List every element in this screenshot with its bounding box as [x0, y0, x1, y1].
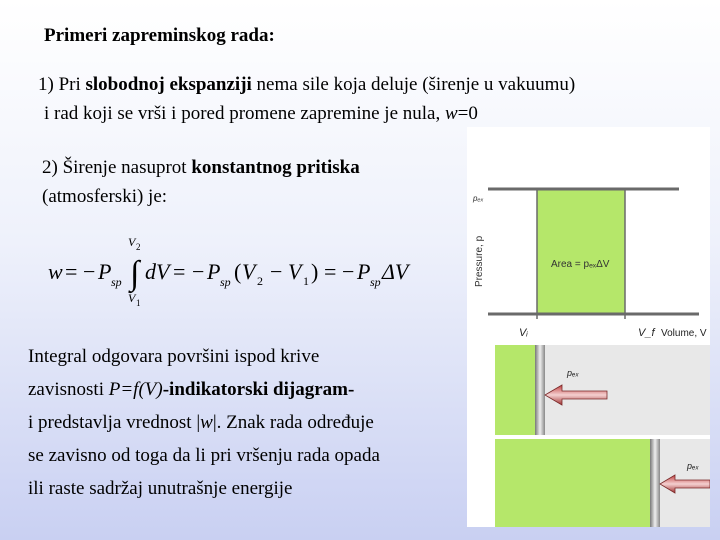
paragraph-3-line-5: ili raste sadržaj unutrašnje energije [28, 478, 293, 499]
eq-delta-V: ΔV [382, 259, 409, 284]
eq-sp-3: sp [370, 275, 381, 289]
axis-pex-label: pₑₓ [473, 194, 484, 203]
piston-head-1 [535, 345, 545, 435]
eq-dV: dV [145, 259, 170, 284]
vf-label: V_f [638, 327, 655, 339]
eq-P-3: P [357, 259, 371, 284]
eq-close-paren: ) [311, 259, 319, 284]
gas-2 [495, 439, 650, 527]
eq-minus-2: − [192, 259, 205, 284]
eq-lower-limit-sub: 1 [136, 298, 141, 308]
piston-head-2 [650, 439, 660, 527]
eq-minus-3: − [270, 259, 283, 284]
vi-label: Vᵢ [519, 327, 528, 339]
paragraph-3-line-4: se zavisno od toga da li pri vršenju rada opada [28, 445, 380, 466]
y-axis-label: Pressure, p [474, 235, 485, 287]
eq-minus: − [83, 259, 96, 284]
eq-equals-3: = [324, 259, 337, 284]
slide-title: Primeri zapreminskog rada: [44, 25, 275, 46]
work-area-rect [537, 189, 625, 314]
eq-V1: V [288, 259, 302, 284]
eq-equals-2: = [173, 259, 186, 284]
paragraph-1-line-2: i rad koji se vrši i pored promene zapremine je nula, w=0 [44, 103, 478, 124]
eq-minus-4: − [342, 259, 355, 284]
work-equation [42, 238, 412, 310]
eq-upper-limit-sub: 2 [136, 242, 141, 252]
eq-V2-sub: 2 [257, 274, 263, 288]
eq-V2: V [242, 259, 256, 284]
paragraph-3 [28, 340, 380, 505]
gas-1 [495, 345, 535, 435]
paragraph-1-line-1: 1) Pri slobodnoj ekspanziji nema sile koja deluje (širenje u vakuumu) [38, 74, 576, 95]
eq-equals: = [65, 259, 78, 284]
eq-upper-limit: V [128, 238, 136, 249]
paragraph-2-line-2: (atmosferski) je: [42, 186, 168, 207]
piston-2-label: pₑₓ [687, 461, 699, 471]
eq-open-paren: ( [234, 259, 242, 284]
paragraph-3-line-2: zavisnosti P=f(V)-indikatorski dijagram- [28, 379, 355, 400]
piston-1-label: pₑₓ [567, 368, 579, 378]
paragraph-3-line-3: i predstavlja vrednost |w|. Znak rada određuje [28, 412, 374, 433]
area-label: Area = pₑₓΔV [551, 259, 610, 270]
paragraph-2-line-1: 2) Širenje nasuprot konstantnog pritiska [42, 157, 360, 178]
eq-sp-2: sp [220, 275, 231, 289]
eq-integral: ∫ [130, 255, 140, 292]
x-axis-label: Volume, V [661, 328, 707, 339]
eq-sp: sp [111, 275, 122, 289]
eq-w: w [48, 259, 63, 284]
eq-V1-sub: 1 [303, 274, 309, 288]
eq-P: P [98, 259, 112, 284]
eq-P-2: P [207, 259, 221, 284]
eq-lower-limit: V [128, 291, 136, 305]
paragraph-3-line-1: Integral odgovara površini ispod krive [28, 346, 320, 367]
indicator-diagram-figure [467, 127, 710, 527]
